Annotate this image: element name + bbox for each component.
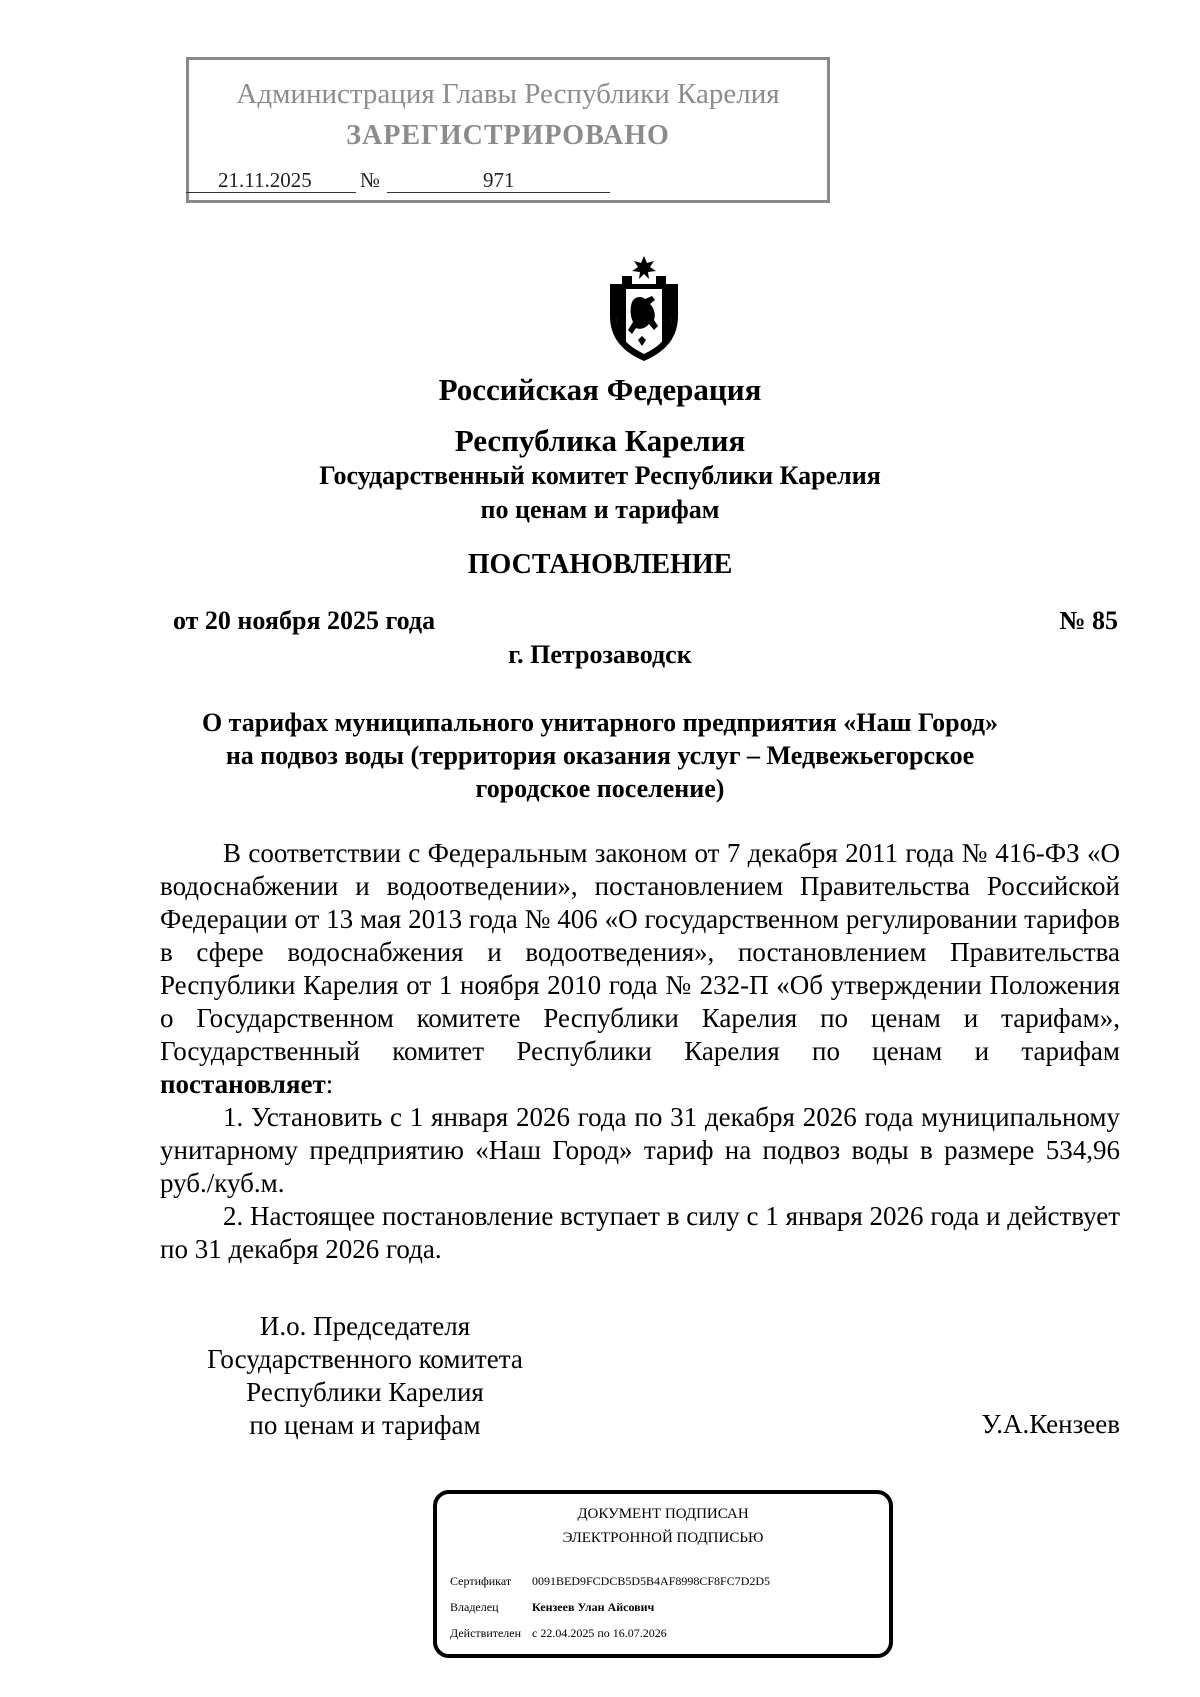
- document-type: ПОСТАНОВЛЕНИЕ: [467, 549, 733, 580]
- e-signature-certificate-row: [450, 1574, 770, 1589]
- signatory-name: У.А.Кензеев: [981, 1409, 1120, 1439]
- owner-label: Владелец: [450, 1600, 499, 1614]
- registration-status: ЗАРЕГИСТРИРОВАНО: [346, 120, 670, 151]
- registration-number-sign: №: [360, 168, 381, 192]
- registration-number-underline: [387, 192, 610, 193]
- validity-label: Действителен: [450, 1626, 522, 1640]
- decides-keyword: постановляет: [160, 1069, 326, 1099]
- subject-line2: на подвоз воды (территория оказания услуг – Медвежьегорское: [225, 741, 975, 770]
- certificate-label: Сертификат: [450, 1574, 512, 1588]
- country-heading: Российская Федерация: [438, 372, 762, 407]
- signatory-title: [165, 1310, 565, 1442]
- e-signature-stamp: [433, 1490, 893, 1658]
- subject-line1: О тарифах муниципального унитарного предприятия «Наш Город»: [201, 708, 999, 737]
- owner-value: Кензеев Улан Айсович: [532, 1600, 655, 1614]
- subject-line3: городское поселение): [475, 774, 725, 803]
- item-2: 2. Настоящее постановление вступает в силу с 1 января 2026 года и действует по 31 декабря 2026 года.: [160, 1201, 1120, 1264]
- committee-heading-line1: Государственный комитет Республики Карелия: [319, 461, 881, 490]
- document-date: от 20 ноября 2025 года: [173, 606, 436, 635]
- preamble-paragraph: [160, 837, 1120, 1101]
- document-city: г. Петрозаводск: [508, 640, 692, 669]
- document-subject: [160, 706, 1040, 805]
- signatory-title-line4: по ценам и тарифам: [249, 1410, 481, 1440]
- signatory-title-line2: Государственного комитета: [207, 1344, 523, 1374]
- certificate-value: 0091BED9FCDCB5D5B4AF8998CF8FC7D2D5: [532, 1574, 771, 1588]
- e-signature-heading2: ЭЛЕКТРОННОЙ ПОДПИСЬЮ: [562, 1530, 764, 1546]
- karelia-coat-of-arms-icon: [602, 254, 686, 364]
- signatory-title-line3: Республики Карелия: [246, 1377, 484, 1407]
- document-number: № 85: [1059, 606, 1118, 635]
- validity-value: с 22.04.2025 по 16.07.2026: [532, 1626, 667, 1640]
- signatory-title-line1: И.о. Председателя: [259, 1311, 471, 1341]
- e-signature-validity-row: [450, 1626, 667, 1641]
- decides-suffix: :: [325, 1069, 334, 1099]
- document-body: [160, 837, 1120, 1266]
- registration-org: Администрация Главы Республики Карелия: [236, 78, 780, 110]
- registration-number: 971: [483, 168, 515, 192]
- registration-date: 21.11.2025: [218, 168, 312, 192]
- preamble-text: В соответствии с Федеральным законом от 7 декабря 2011 года № 416-ФЗ «О водоснабжении и водоотведении», постановлением Правительства Российской Федерации от 13 мая 2013 года № 406 «О государственном регулировании тарифов в сфере водоснабжения и водоотведения», постановлением Правительства Республики Карелия от 1 ноября 2010 года № 232-П «Об утверждении Положения о Государственном комитете Республики Карелия по ценам и тарифам», Государственный комитет Республики Карелия по ценам и тарифам: [160, 838, 1120, 1066]
- registration-date-underline: [186, 192, 356, 193]
- e-signature-heading1: ДОКУМЕНТ ПОДПИСАН: [577, 1506, 749, 1522]
- item-1: 1. Установить с 1 января 2026 года по 31 декабря 2026 года муниципальному унитарному предприятию «Наш Город» тариф на подвоз воды в размере 534,96 руб./куб.м.: [160, 1102, 1120, 1198]
- e-signature-owner-row: [450, 1600, 654, 1615]
- committee-heading-line2: по ценам и тарифам: [480, 495, 720, 524]
- republic-heading: Республика Карелия: [454, 423, 746, 458]
